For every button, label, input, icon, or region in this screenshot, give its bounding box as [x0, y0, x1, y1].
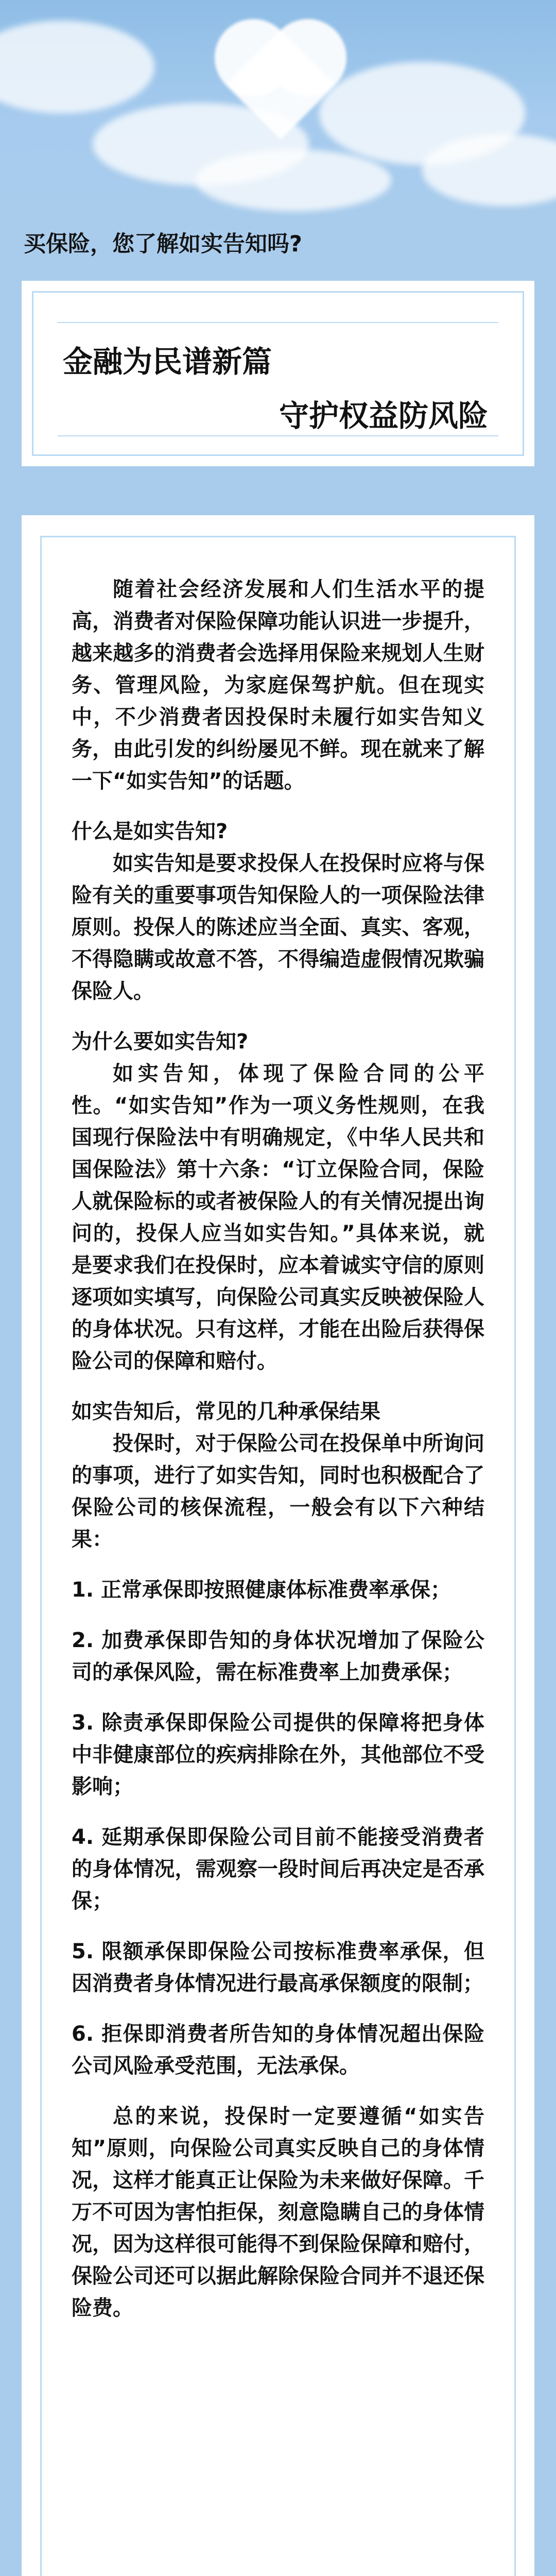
cloud	[196, 149, 391, 211]
divider	[58, 322, 498, 323]
section-heading: 什么是如实告知?	[72, 820, 228, 843]
result-item: 6. 拒保即消费者所告知的身体情况超出保险公司风险承受范围，无法承保。	[72, 2022, 484, 2078]
result-item: 3. 除责承保即保险公司提供的保障将把身体中非健康部位的疾病排除在外，其他部位不受影响；	[72, 1711, 484, 1799]
result-item: 5. 限额承保即保险公司按标准费率承保，但因消费者身体情况进行最高承保额度的限制；	[72, 1940, 484, 1995]
headline-banner	[22, 281, 534, 466]
article-body	[40, 536, 516, 2576]
section-paragraph: 如实告知是要求投保人在投保时应将与保险有关的重要事项告知保险人的一项保险法律原则。投保人的陈述应当全面、真实、客观，不得隐瞒或故意不答，不得编造虚假情况欺骗保险人。	[72, 852, 484, 1003]
section-heading: 为什么要如实告知?	[72, 1030, 249, 1054]
result-item: 4. 延期承保即保险公司目前不能接受消费者的身体情况，需观察一段时间后再决定是否承保；	[72, 1825, 484, 1913]
banner-headline-1: 金融为民谱新篇	[63, 344, 272, 379]
divider	[58, 435, 498, 436]
result-item: 1. 正常承保即按照健康体标准费率承保；	[72, 1578, 451, 1602]
cloud	[0, 21, 154, 113]
result-item: 2. 加费承保即告知的身体状况增加了保险公司的承保风险，需在标准费率上加费承保；	[72, 1629, 484, 1684]
article-card	[22, 515, 534, 2576]
page-title: 买保险，您了解如实告知吗?	[24, 231, 302, 257]
section-paragraph: 投保时，对于保险公司在投保单中所询问的事项，进行了如实告知，同时也积极配合了保险公司的核保流程，一般会有以下六种结果：	[72, 1432, 484, 1551]
article-intro: 随着社会经济发展和人们生活水平的提高，消费者对保险保障功能认识进一步提升，越来越多的消费者会选择用保险来规划人生财务、管理风险，为家庭保驾护航。但在现实中，不少消费者因投保时未履行如实告知义务，由此引发的纠纷屡见不鲜。现在就来了解一下“如实告知”的话题。	[72, 578, 484, 793]
section-paragraph: 如实告知，体现了保险合同的公平性。“如实告知”作为一项义务性规则，在我国现行保险法中有明确规定，《中华人民共和国保险法》第十六条：“订立保险合同，保险人就保险标的或者被保险人的有关情况提出询问的，投保人应当如实告知。”具体来说，就是要求我们在投保时，应本着诚实守信的原则逐项如实填写，向保险公司真实反映被保险人的身体状况。只有这样，才能在出险后获得保险公司的保障和赔付。	[72, 1062, 484, 1373]
article-conclusion: 总的来说，投保时一定要遵循“如实告知”原则，向保险公司真实反映自己的身体情况，这样才能真正让保险为未来做好保障。千万不可因为害怕拒保，刻意隐瞒自己的身体情况，因为这样很可能得不到保险保障和赔付，保险公司还可以据此解除保险合同并不退还保险费。	[72, 2105, 484, 2320]
section-heading: 如实告知后，常见的几种承保结果	[72, 1400, 380, 1423]
banner-headline-2: 守护权益防风险	[279, 398, 488, 433]
hero-sky-image	[0, 0, 556, 216]
